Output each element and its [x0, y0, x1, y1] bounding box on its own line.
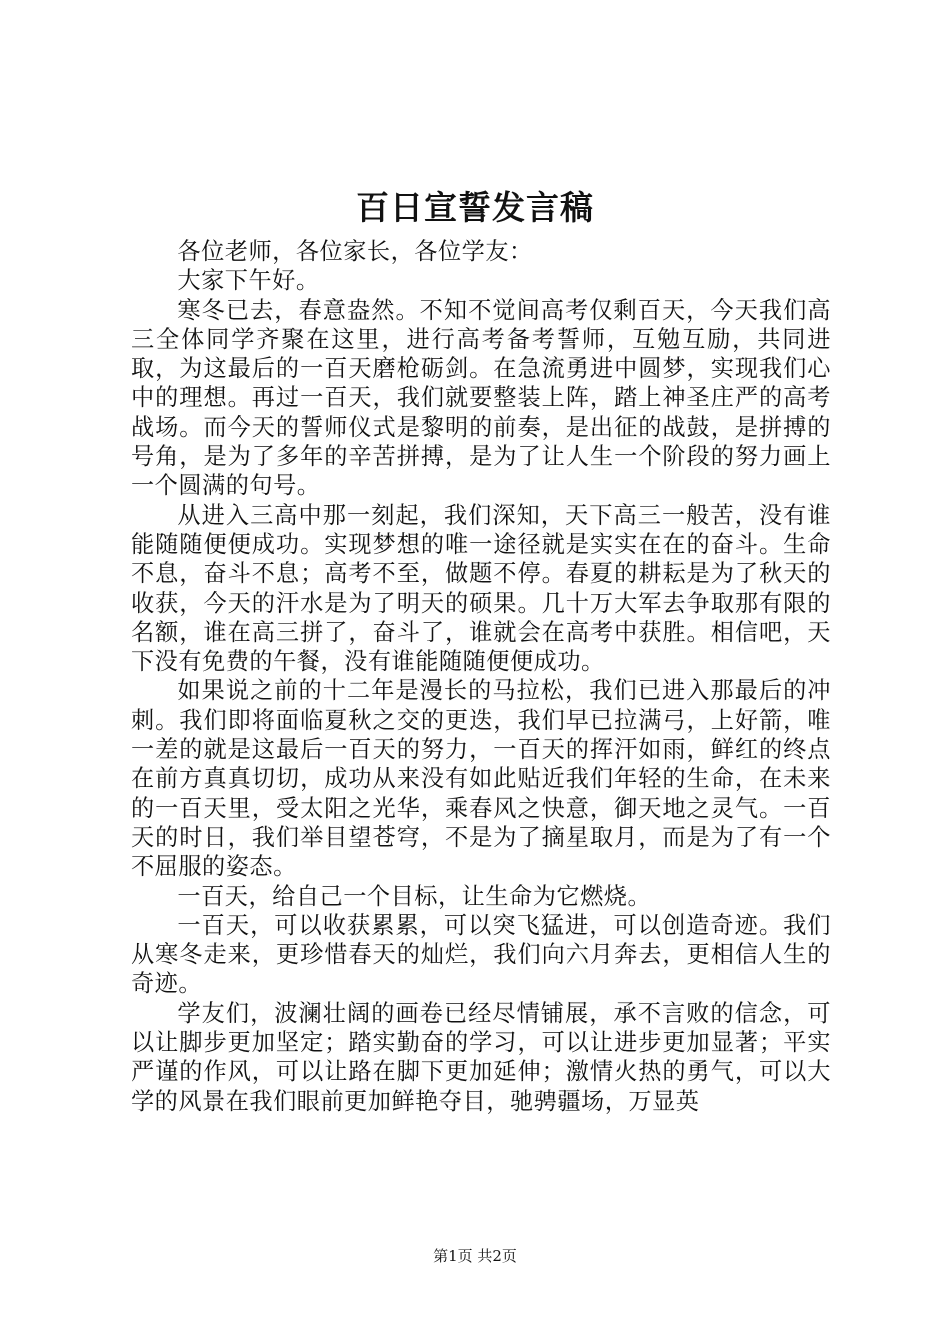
body-paragraph: 从进入三高中那一刻起，我们深知，天下高三一般苦，没有谁能随随便便成功。实现梦想的唯一途径就是实实在在的奋斗。生命不息，奋斗不息；高考不至，做题不停。春夏的耕耘是为了秋天的收获，今天的汗水是为了明天的硕果。几十万大军去争取那有限的名额，谁在高三拼了，奋斗了，谁就会在高考中获胜。相信吧，天下没有免费的午餐，没有谁能随随便便成功。 [131, 501, 831, 676]
body-paragraph: 如果说之前的十二年是漫长的马拉松，我们已进入那最后的冲刺。我们即将面临夏秋之交的更迭，我们早已拉满弓，上好箭，唯一差的就是这最后一百天的努力，一百天的挥汗如雨，鲜红的终点在前方真真切切，成功从来没有如此贴近我们年轻的生命，在未来的一百天里，受太阳之光华，乘春风之快意，御天地之灵气。一百天的时日，我们举目望苍穹，不是为了摘星取月，而是为了有一个不屈服的姿态。 [131, 677, 831, 881]
greeting-paragraph: 大家下午好。 [177, 267, 320, 295]
document-body [131, 237, 831, 1116]
body-paragraph: 一百天，可以收获累累，可以突飞猛进，可以创造奇迹。我们从寒冬走来，更珍惜春天的灿烂，我们向六月奔去，更相信人生的奇迹。 [131, 911, 831, 998]
document-title: 百日宣誓发言稿 [356, 188, 594, 227]
body-paragraph: 一百天，给自己一个目标，让生命为它燃烧。 [177, 882, 652, 910]
page-number-footer: 第1页 共2页 [433, 1247, 517, 1265]
salutation-paragraph: 各位老师，各位家长，各位学友： [177, 238, 533, 265]
body-paragraph: 寒冬已去，春意盎然。不知不觉间高考仅剩百天，今天我们高三全体同学齐聚在这里，进行高考备考誓师，互勉互励，共同进取，为这最后的一百天磨枪砺剑。在急流勇进中圆梦，实现我们心中的理想。再过一百天，我们就要整装上阵，踏上神圣庄严的高考战场。而今天的誓师仪式是黎明的前奏，是出征的战鼓，是拼搏的号角，是为了多年的辛苦拼搏，是为了让人生一个阶段的努力画上一个圆满的句号。 [131, 296, 831, 500]
body-paragraph: 学友们，波澜壮阔的画卷已经尽情铺展，承不言败的信念，可以让脚步更加坚定；踏实勤奋的学习，可以让进步更加显著；平实严谨的作风，可以让路在脚下更加延伸；激情火热的勇气，可以大学的风景在我们眼前更加鲜艳夺目，驰骋疆场，万显英 [131, 999, 831, 1115]
